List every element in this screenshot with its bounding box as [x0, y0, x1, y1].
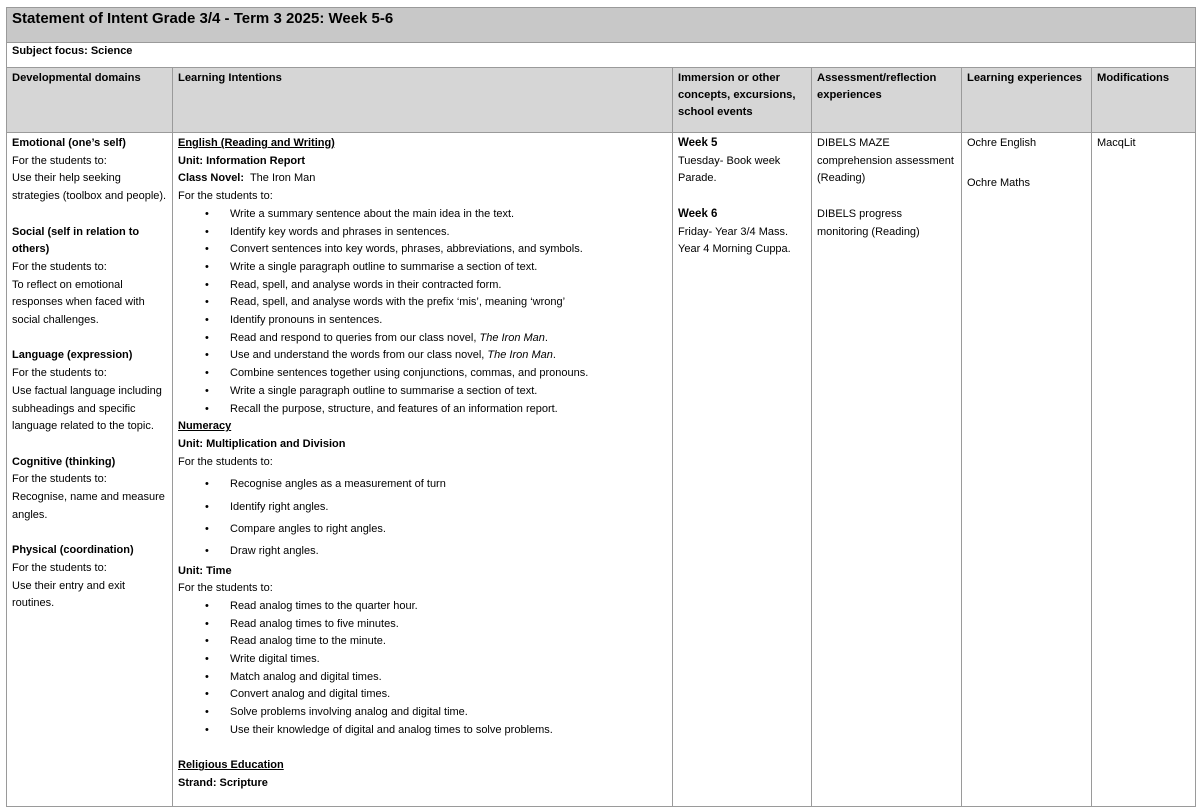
- header-learning: Learning experiences: [962, 68, 1092, 133]
- domain-emotional: [12, 135, 167, 206]
- week6-text: Friday- Year 3/4 Mass. Year 4 Morning Cuppa.: [678, 225, 791, 256]
- list-item: • Use their knowledge of digital and analog times to solve problems.: [230, 722, 667, 740]
- numeracy-unit: Unit: Multiplication and Division: [178, 437, 346, 450]
- intentions-cell: [173, 133, 673, 807]
- list-item: • Convert analog and digital times.: [230, 686, 667, 704]
- religious-strand: Strand: Scripture: [178, 776, 268, 789]
- list-item: • Write a summary sentence about the main idea in the text.: [230, 206, 667, 224]
- list-item: • Read and respond to queries from our class novel, The Iron Man.: [230, 330, 667, 348]
- domain-line: For the students to:: [12, 154, 107, 167]
- immersion-cell: [673, 133, 812, 807]
- domain-heading: Cognitive (thinking): [12, 455, 116, 468]
- domain-language: [12, 347, 167, 436]
- header-immersion: Immersion or other concepts, excursions, school events: [673, 68, 812, 133]
- domain-line: To reflect on emotional responses when faced with social challenges.: [12, 278, 145, 327]
- list-item: • Write a single paragraph outline to summarise a section of text.: [230, 383, 667, 401]
- statement-of-intent-table: [6, 7, 1196, 807]
- learning-item: Ochre Maths: [967, 177, 1030, 189]
- english-list: [178, 206, 667, 418]
- domain-heading: Social (self in relation to others): [12, 225, 140, 256]
- modifications-cell: [1092, 133, 1196, 807]
- domain-line: Use their help seeking strategies (toolbox and people).: [12, 172, 167, 203]
- list-item: • Read analog times to five minutes.: [230, 616, 667, 634]
- header-domains: Developmental domains: [7, 68, 173, 133]
- domain-cognitive: [12, 454, 167, 525]
- list-item: • Read, spell, and analyse words in their contracted form.: [230, 277, 667, 295]
- list-item: • Convert sentences into key words, phrases, abbreviations, and symbols.: [230, 241, 667, 259]
- time-for: For the students to:: [178, 582, 273, 595]
- list-item: • Read, spell, and analyse words with the prefix ‘mis’, meaning ‘wrong’: [230, 294, 667, 312]
- english-for: For the students to:: [178, 190, 273, 203]
- domain-line: For the students to:: [12, 561, 107, 574]
- domain-physical: [12, 542, 167, 613]
- domains-cell: [7, 133, 173, 807]
- list-item: • Recall the purpose, structure, and features of an information report.: [230, 401, 667, 419]
- list-item: • Recognise angles as a measurement of turn: [230, 473, 667, 495]
- domain-heading: Emotional (one’s self): [12, 137, 126, 149]
- domain-line: Use their entry and exit routines.: [12, 579, 126, 610]
- time-list: [178, 598, 667, 740]
- header-assessment: Assessment/reflection experiences: [812, 68, 962, 133]
- list-item: • Write digital times.: [230, 651, 667, 669]
- list-item: • Solve problems involving analog and digital time.: [230, 704, 667, 722]
- time-unit: Unit: Time: [178, 564, 232, 577]
- list-item: • Read analog time to the minute.: [230, 633, 667, 651]
- domain-line: Recognise, name and measure angles.: [12, 491, 165, 521]
- list-item: • Identify right angles.: [230, 496, 667, 518]
- religious-heading: Religious Education: [178, 759, 284, 772]
- assessment-item: DIBELS progress monitoring (Reading): [817, 207, 920, 238]
- domain-heading: Physical (coordination): [12, 544, 134, 557]
- domain-line: For the students to:: [12, 367, 107, 380]
- assessment-item: DIBELS MAZE comprehension assessment (Reading): [817, 137, 954, 185]
- list-item: • Combine sentences together using conjunctions, commas, and pronouns.: [230, 365, 667, 383]
- list-item: • Compare angles to right angles.: [230, 518, 667, 540]
- english-heading: English (Reading and Writing): [178, 137, 335, 149]
- list-item: • Read analog times to the quarter hour.: [230, 598, 667, 616]
- list-item: • Match analog and digital times.: [230, 669, 667, 687]
- list-item: • Identify key words and phrases in sentences.: [230, 224, 667, 242]
- english-unit: Unit: Information Report: [178, 154, 306, 167]
- header-modifications: Modifications: [1092, 68, 1196, 133]
- domain-social: [12, 224, 167, 330]
- list-item: • Identify pronouns in sentences.: [230, 312, 667, 330]
- week5-label: Week 5: [678, 137, 718, 149]
- domain-heading: Language (expression): [12, 349, 133, 362]
- subject-focus: Subject focus: Science: [7, 43, 1196, 68]
- list-item: • Draw right angles.: [230, 540, 667, 562]
- assessment-cell: [812, 133, 962, 807]
- domain-line: Use factual language including subheadings and specific language related to the topic.: [12, 384, 162, 433]
- page-title: Statement of Intent Grade 3/4 - Term 3 2025: Week 5-6: [7, 8, 1196, 43]
- domain-line: For the students to:: [12, 260, 107, 273]
- week6-label: Week 6: [678, 207, 718, 220]
- learning-item: Ochre English: [967, 137, 1037, 149]
- modification-item: MacqLit: [1097, 137, 1136, 149]
- week5-text: Tuesday- Book week Parade.: [678, 154, 781, 185]
- header-intentions: Learning Intentions: [173, 68, 673, 133]
- class-novel: Class Novel: The Iron Man: [178, 172, 316, 185]
- domain-line: For the students to:: [12, 473, 107, 486]
- list-item: • Use and understand the words from our class novel, The Iron Man.: [230, 347, 667, 365]
- numeracy-heading: Numeracy: [178, 420, 232, 433]
- learning-cell: [962, 133, 1092, 807]
- list-item: • Write a single paragraph outline to summarise a section of text.: [230, 259, 667, 277]
- numeracy-list: [178, 473, 667, 562]
- numeracy-for: For the students to:: [178, 455, 273, 468]
